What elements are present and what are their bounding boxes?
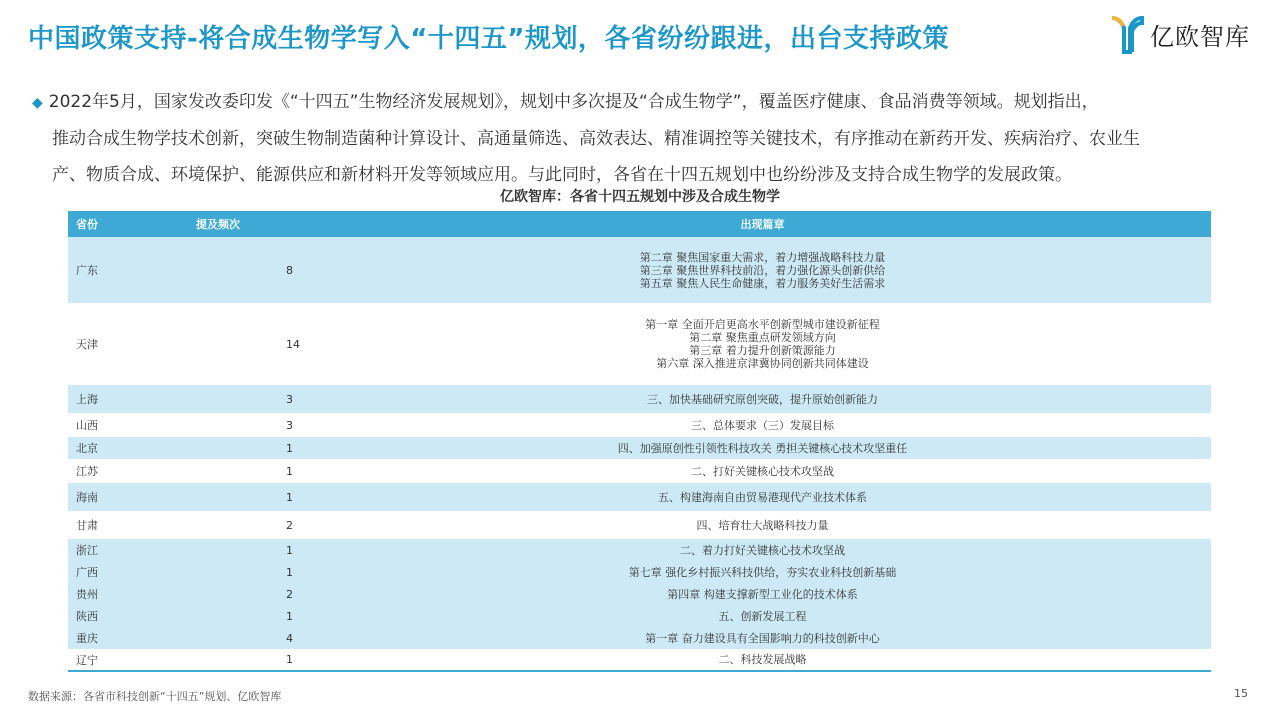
cell-province: 广西 (68, 561, 156, 583)
cell-count: 3 (156, 413, 314, 437)
table-row (68, 385, 1211, 413)
cell-count: 2 (156, 511, 314, 539)
cell-province: 广东 (68, 237, 156, 303)
cell-count: 1 (156, 437, 314, 459)
cell-count: 1 (156, 605, 314, 627)
chapter-line: 二、科技发展战略 (718, 653, 807, 666)
cell-count: 2 (156, 583, 314, 605)
diamond-icon: ◆ (32, 95, 43, 111)
cell-chapters (314, 539, 1211, 561)
chapter-line: 四、加强原创性引领性科技攻关 勇担关键核心技术攻坚重任 (617, 441, 908, 455)
cell-chapters (314, 303, 1211, 385)
cell-province: 上海 (68, 385, 156, 413)
chapter-line: 第六章 深入推进京津冀协同创新共同体建设 (656, 357, 869, 370)
chapter-line: 第三章 着力提升创新策源能力 (689, 344, 836, 357)
table-row (68, 561, 1211, 583)
table-row (68, 511, 1211, 539)
chapter-line: 第七章 强化乡村振兴科技供给，夯实农业科技创新基础 (628, 565, 897, 579)
cell-count: 8 (156, 237, 314, 303)
chapter-line: 三、加快基础研究原创突破，提升原始创新能力 (647, 392, 878, 406)
table-row (68, 437, 1211, 459)
province-policy-table (68, 211, 1211, 672)
chapter-line: 第四章 构建支撑新型工业化的技术体系 (667, 587, 858, 601)
cell-province: 浙江 (68, 539, 156, 561)
chapter-line: 三、总体要求（三）发展目标 (691, 418, 834, 432)
cell-province: 重庆 (68, 627, 156, 649)
page-number: 15 (1234, 687, 1248, 700)
cell-province: 江苏 (68, 459, 156, 483)
intro-paragraph (32, 84, 1258, 193)
cell-count: 1 (156, 649, 314, 671)
cell-count: 1 (156, 539, 314, 561)
table-row (68, 583, 1211, 605)
page-title: 中国政策支持-将合成生物学写入“十四五”规划，各省纷纷跟进，出台支持政策 (28, 24, 949, 54)
cell-count: 4 (156, 627, 314, 649)
chapter-line: 五、创新发展工程 (718, 609, 807, 623)
chapter-line: 四、培育壮大战略科技力量 (696, 518, 829, 532)
header-count: 提及频次 (156, 211, 314, 237)
chapter-line: 二、打好关键核心技术攻坚战 (691, 464, 834, 478)
chapter-line: 第三章 聚焦世界科技前沿，着力强化源头创新供给 (639, 263, 886, 277)
cell-count: 14 (156, 303, 314, 385)
cell-count: 1 (156, 483, 314, 511)
table-row (68, 539, 1211, 561)
chapter-line: 二、着力打好关键核心技术攻坚战 (680, 543, 845, 557)
intro-line-2: 推动合成生物学技术创新，突破生物制造菌种计算设计、高通量筛选、高效表达、精准调控等关键技术，有序推动在新药开发、疾病治疗、农业生 (52, 129, 1140, 149)
chapter-line: 第二章 聚焦国家重大需求，着力增强战略科技力量 (639, 250, 886, 264)
table-caption: 亿欧智库：各省十四五规划中涉及合成生物学 (500, 189, 780, 205)
brand-logo (1110, 14, 1250, 54)
cell-chapters (314, 483, 1211, 511)
data-source: 数据来源：各省市科技创新“十四五”规划、亿欧智库 (28, 690, 282, 703)
cell-count: 1 (156, 561, 314, 583)
table-row (68, 649, 1211, 671)
logo-text: 亿欧智库 (1150, 22, 1250, 51)
cell-chapters (314, 627, 1211, 649)
cell-chapters (314, 605, 1211, 627)
cell-chapters (314, 511, 1211, 539)
table-row (68, 413, 1211, 437)
table-header-row (68, 211, 1211, 237)
intro-line-1: ◆ 2022年5月，国家发改委印发《“十四五”生物经济发展规划》，规划中多次提及“合成生物学”，覆盖医疗健康、食品消费等领域。规划指出， (32, 92, 1099, 112)
cell-chapters (314, 385, 1211, 413)
header-province: 省份 (68, 211, 156, 237)
cell-province: 陕西 (68, 605, 156, 627)
table-row (68, 459, 1211, 483)
cell-province: 北京 (68, 437, 156, 459)
chapter-line: 第五章 聚焦人民生命健康，着力服务美好生活需求 (639, 276, 886, 290)
chapter-line: 第一章 奋力建设具有全国影响力的科技创新中心 (645, 631, 880, 645)
cell-province: 贵州 (68, 583, 156, 605)
cell-province: 辽宁 (68, 649, 156, 671)
chapter-line: 第二章 聚焦重点研发领域方向 (689, 331, 836, 344)
cell-chapters (314, 583, 1211, 605)
cell-chapters (314, 437, 1211, 459)
cell-province: 海南 (68, 483, 156, 511)
cell-chapters (314, 561, 1211, 583)
table-row (68, 483, 1211, 511)
cell-chapters (314, 237, 1211, 303)
cell-province: 甘肃 (68, 511, 156, 539)
cell-chapters (314, 649, 1211, 671)
chapter-line: 第一章 全面开启更高水平创新型城市建设新征程 (645, 318, 880, 331)
table-body (68, 237, 1211, 671)
table-row (68, 237, 1211, 303)
yiou-logo-icon (1110, 14, 1144, 54)
cell-chapters (314, 459, 1211, 483)
table-row (68, 605, 1211, 627)
chapter-line: 五、构建海南自由贸易港现代产业技术体系 (658, 490, 867, 504)
cell-province: 山西 (68, 413, 156, 437)
cell-count: 1 (156, 459, 314, 483)
table-row (68, 627, 1211, 649)
cell-chapters (314, 413, 1211, 437)
intro-line-3: 产、物质合成、环境保护、能源供应和新材料开发等领域应用。与此同时，各省在十四五规划中也纷纷涉及支持合成生物学的发展政策。 (52, 165, 1072, 185)
table-row (68, 303, 1211, 385)
cell-count: 3 (156, 385, 314, 413)
cell-province: 天津 (68, 303, 156, 385)
header-chapters: 出现篇章 (314, 211, 1211, 237)
